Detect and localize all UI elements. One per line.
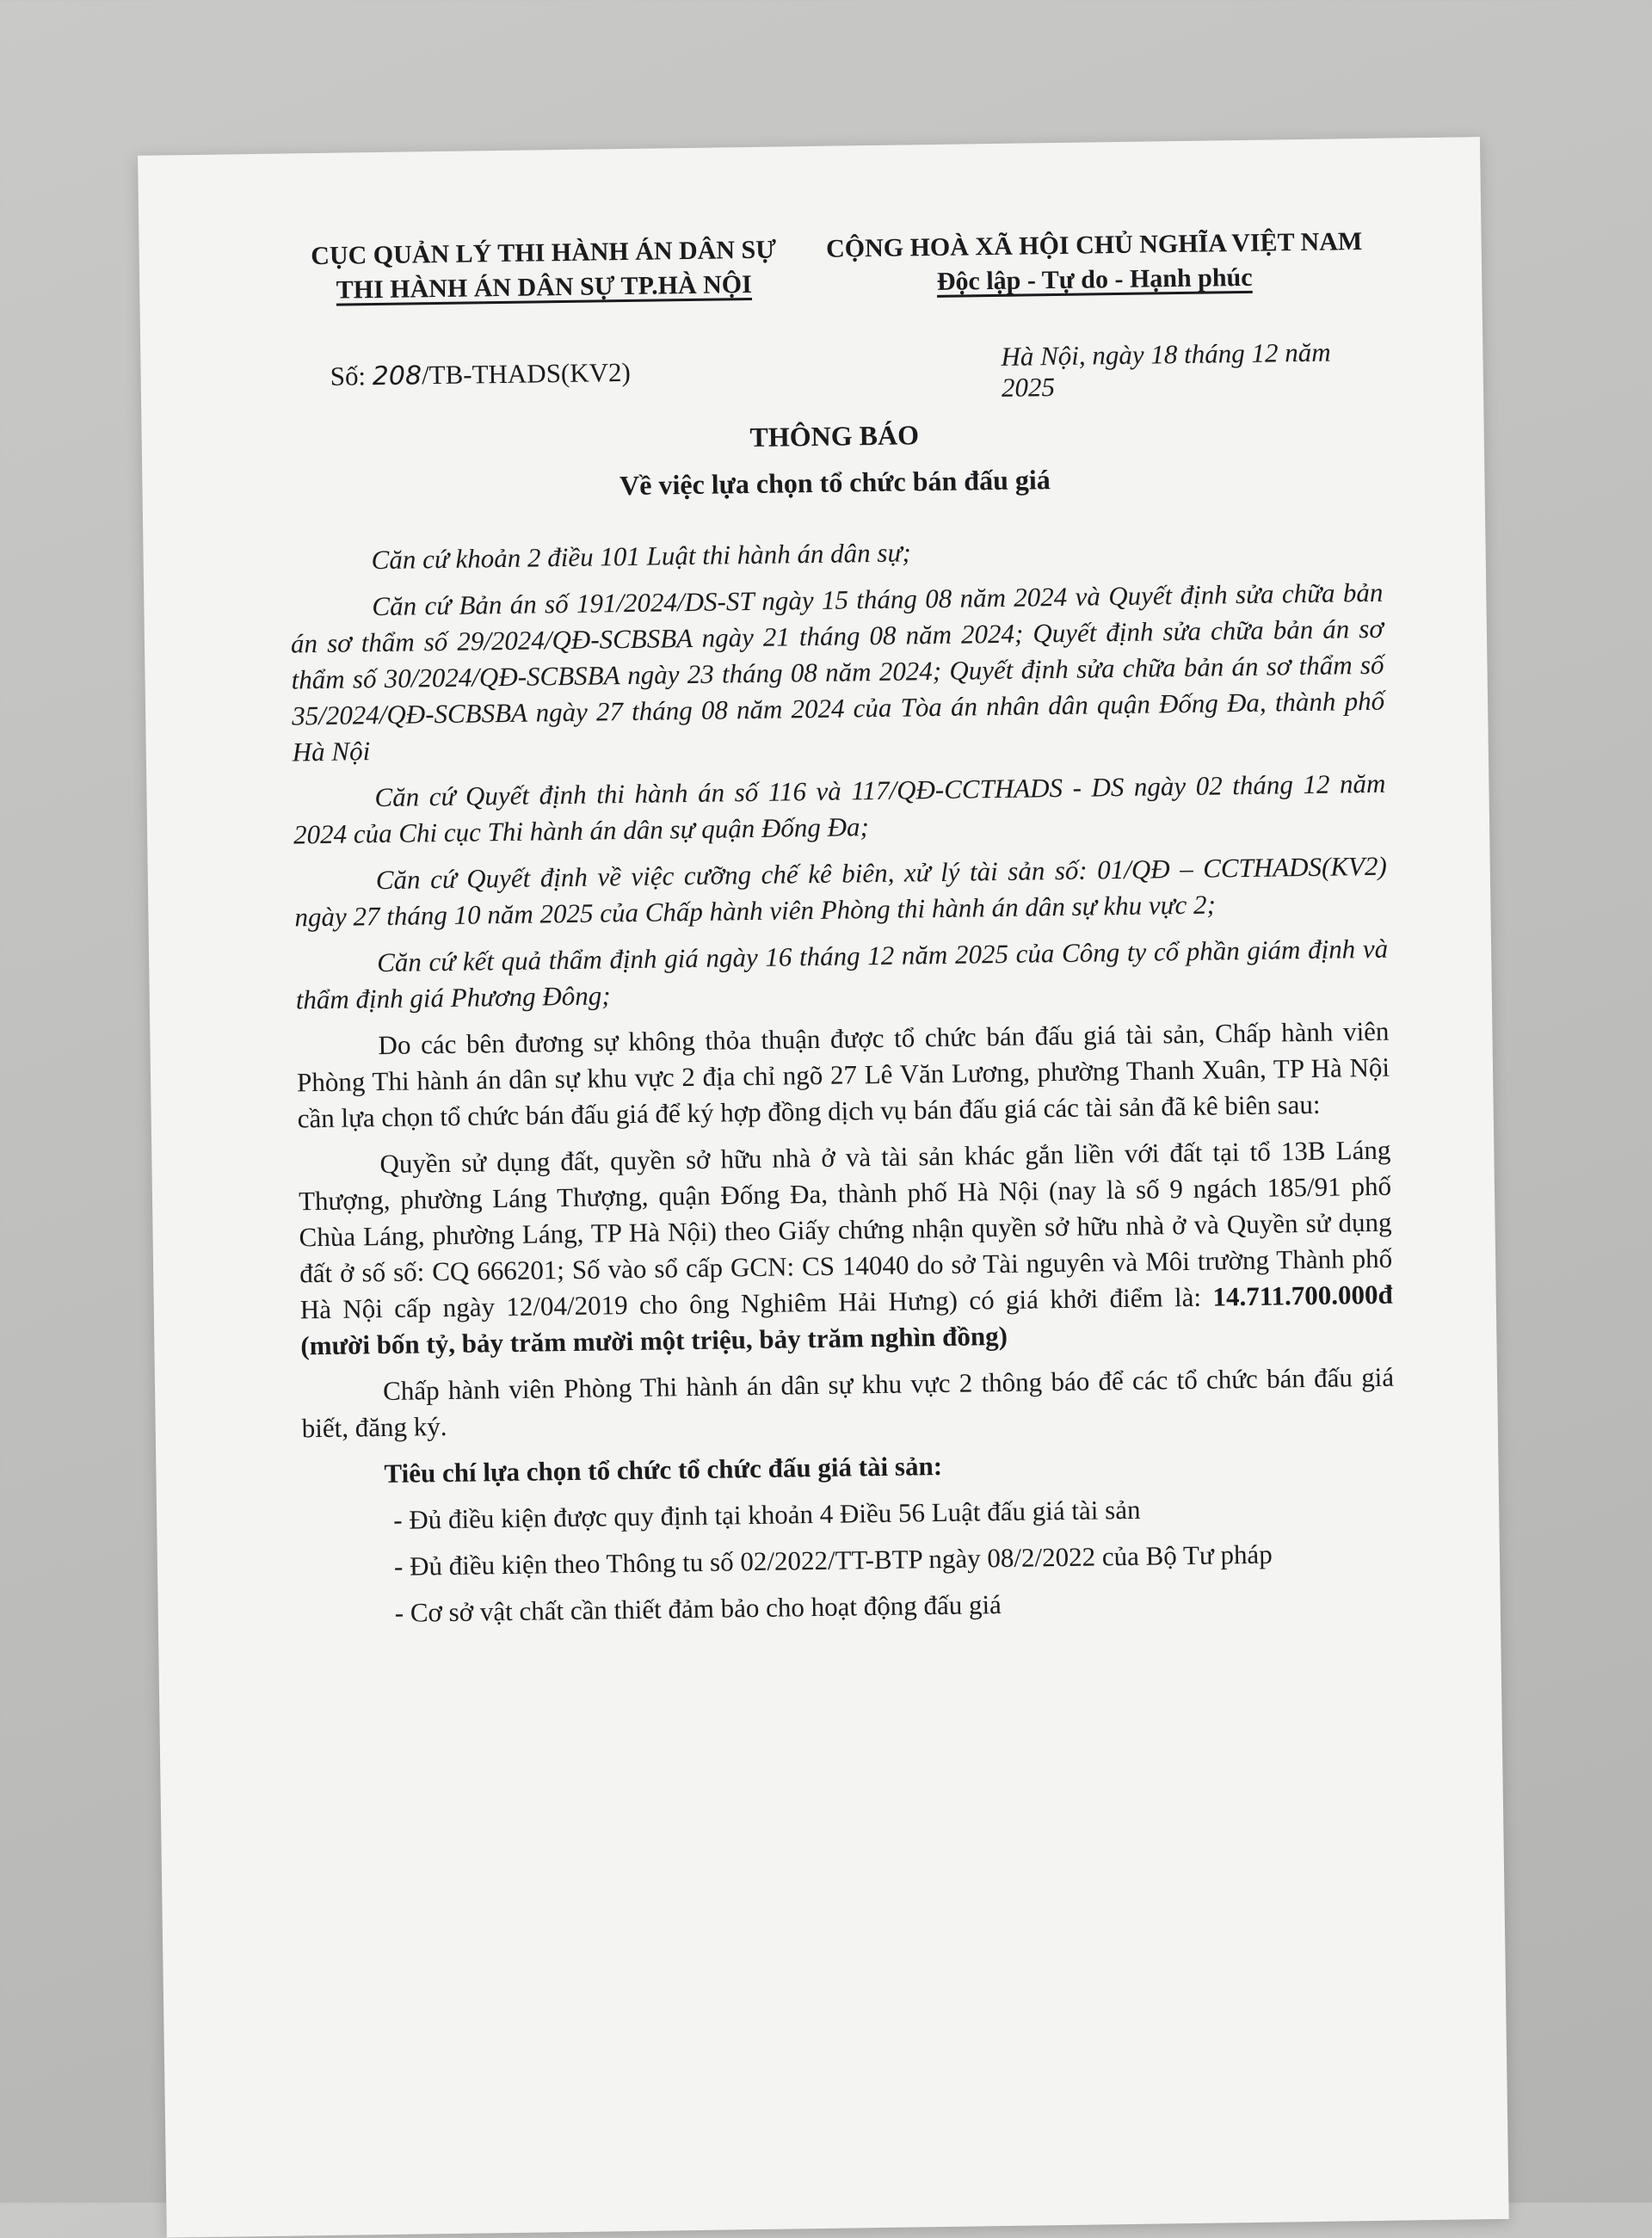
legal-basis-1: Căn cứ khoản 2 điều 101 Luật thi hành án dân sự; xyxy=(371,537,911,576)
legal-basis-2: Căn cứ Bản án số 191/2024/DS-ST ngày 15 tháng 08 năm 2024 và Quyết định sửa chữa bản án sơ thẩm số 29/2024/QĐ-SCBSBA ngày 21 tháng 08 năm 2024; Quyết định sửa chữa bản án sơ thẩm số 30/2024/QĐ-SCBSBA ngày 23 tháng 08 năm 2024; Quyết định sửa chữa bản án sơ thẩm số 35/2024/QĐ-SCBSBA ngày 27 tháng 08 năm 2024 của Tòa án nhân dân quận Đống Đa, thành phố Hà Nội xyxy=(290,576,1385,768)
criteria-heading: Tiêu chí lựa chọn tổ chức tổ chức đấu giá tài sản: xyxy=(384,1450,943,1489)
legal-basis-4: Căn cứ Quyết định về việc cưỡng chế kê biên, xử lý tài sản số: 01/QĐ – CCTHADS(KV2) ngày 27 tháng 10 năm 2025 của Chấp hành viên Phòng thi hành án dân sự khu vực 2; xyxy=(294,850,1387,933)
date-line: Hà Nội, ngày 18 tháng 12 năm 2025 xyxy=(1001,336,1331,403)
legal-basis-5: Căn cứ kết quả thẩm định giá ngày 16 tháng 12 năm 2025 của Công ty cổ phần giám định và thẩm định giá Phương Đông; xyxy=(295,933,1389,1015)
number-suffix: /TB-THADS(KV2) xyxy=(421,356,632,391)
number-prefix: Số: xyxy=(330,361,367,391)
asset-text: Quyền sử dụng đất, quyền sở hữu nhà ở và tài sản khác gắn liền với đất tại tổ 13B Láng Thượng, phường Láng Thượng, quận Đống Đa, thành phố Hà Nội (nay là số 9 ngách 185/91 phố Chùa Láng, phường Láng, TP Hà Nội) theo Giấy chứng nhận quyền sở hữu nhà ở và Quyền sử dụng đất ở số số: CQ 666201; Số vào sổ cấp GCN: CS 14040 do sở Tài nguyên và Môi trường Thành phố Hà Nội cấp ngày 12/04/2019 cho ông Nghiêm Hải Hưng) có giá khởi điểm là: xyxy=(298,1134,1393,1325)
document-subtitle: Về việc lựa chọn tổ chức bán đấu giá xyxy=(619,464,1051,502)
agency-line-1: CỤC QUẢN LÝ THI HÀNH ÁN DÂN SỰ xyxy=(311,235,777,271)
document-body xyxy=(289,528,1397,1633)
document-content xyxy=(285,225,1397,1643)
national-motto xyxy=(792,224,1396,301)
country-name: CỘNG HOÀ XÃ HỘI CHỦ NGHĨA VIỆT NAM xyxy=(825,227,1363,263)
notice-paragraph: Chấp hành viên Phòng Thi hành án dân sự khu vực 2 thông báo để các tổ chức bán đấu giá biết, đăng ký. xyxy=(301,1361,1395,1444)
criteria-item: - Cơ sở vật chất cần thiết đảm bảo cho hoạt động đấu giá xyxy=(394,1589,1002,1628)
issuing-agency xyxy=(285,232,802,308)
document-title: THÔNG BÁO xyxy=(749,419,920,453)
legal-basis-3: Căn cứ Quyết định thi hành án số 116 và 117/QĐ-CCTHADS - DS ngày 02 tháng 12 năm 2024 của Chi cục Thi hành án dân sự quận Đống Đa; xyxy=(293,768,1386,850)
criteria-item: - Đủ điều kiện theo Thông tu số 02/2022/TT-BTP ngày 08/2/2022 của Bộ Tư pháp xyxy=(393,1538,1273,1581)
document-number xyxy=(330,357,631,392)
document-header xyxy=(285,225,1378,335)
agency-line-2: THI HÀNH ÁN DÂN SỰ TP.HÀ NỘI xyxy=(336,269,753,305)
document-meta xyxy=(287,336,1380,416)
reason-paragraph: Do các bên đương sự không thỏa thuận được tổ chức bán đấu giá tài sản, Chấp hành viên Phòng Thi hành án dân sự khu vực 2 địa chỉ ngõ 27 Lê Văn Lương, phường Thanh Xuân, TP Hà Nội cần lựa chọn tổ chức bán đấu giá để ký hợp đồng dịch vụ bán đấu giá các tài sản đã kê biên sau: xyxy=(296,1015,1390,1134)
starting-price: 14.711.700.000đ (mười bốn tỷ, bảy trăm mười một triệu, bảy trăm nghìn đồng) xyxy=(300,1279,1393,1361)
motto-line: Độc lập - Tự do - Hạnh phúc xyxy=(936,262,1253,296)
document-page xyxy=(138,137,1509,2238)
asset-description xyxy=(298,1132,1393,1365)
handwritten-number: 208 xyxy=(372,361,422,392)
criteria-item: - Đủ điều kiện được quy định tại khoản 4 Điều 56 Luật đấu giá tài sản xyxy=(392,1494,1141,1535)
